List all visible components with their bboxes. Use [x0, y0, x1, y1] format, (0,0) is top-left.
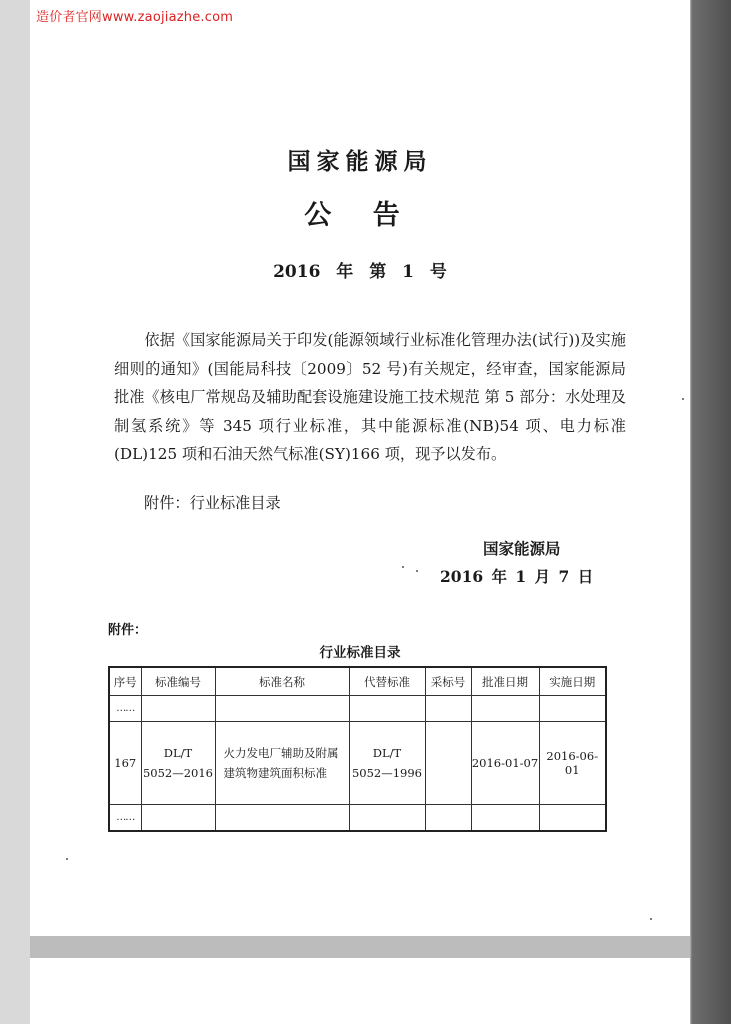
attachment-reference: 附件：行业标准目录	[144, 494, 281, 512]
table-header-row	[109, 667, 606, 696]
table-title: 行业标准目录	[319, 645, 401, 661]
cell-replace	[349, 722, 425, 805]
header-approve-date: 批准日期	[471, 667, 539, 696]
table-row-ellipsis	[109, 696, 606, 722]
document-page-next	[30, 958, 690, 1024]
scan-speck	[682, 398, 684, 400]
cell-seq: 167	[109, 722, 141, 805]
standards-table	[108, 666, 607, 832]
header-effective-date: 实施日期	[539, 667, 606, 696]
scan-speck	[650, 918, 652, 920]
announcement-number: 2016 年 第 1 号	[273, 262, 447, 282]
issuing-org-title: 国家能源局	[287, 149, 433, 175]
cell-effective-date: 2016-06-01	[539, 722, 606, 805]
scan-speck	[402, 566, 404, 568]
body-paragraph: 依据《国家能源局关于印发(能源领域行业标准化管理办法(试行))及实施细则的通知》(国能局科技〔2009〕52 号)有关规定，经审查，国家能源局批准《核电厂常规岛及辅助配套设施建设施工技术规范 第 5 部分：水处理及制氢系统》等 345 项行业标准，其中能源标准(NB)54 项、电力标准(DL)125 项和石油天然气标准(SY)166 项，现予以发布。	[114, 331, 626, 464]
cell-name: 火力发电厂辅助及附属建筑物建筑面积标准	[215, 722, 349, 805]
table-row-ellipsis	[109, 805, 606, 832]
replace-line-1: DL/T	[372, 746, 402, 760]
header-replace: 代替标准	[349, 667, 425, 696]
header-seq: 序号	[109, 667, 141, 696]
announcement-body	[114, 326, 626, 469]
cell-approve-date: 2016-01-07	[471, 722, 539, 805]
code-line-1: DL/T	[163, 746, 193, 760]
header-adopt: 采标号	[425, 667, 471, 696]
scan-speck	[66, 858, 68, 860]
ellipsis-cell: ……	[109, 696, 141, 722]
cell-adopt	[425, 722, 471, 805]
announcement-title: 公 告	[304, 200, 416, 231]
attachment-label: 附件：	[108, 623, 148, 638]
ellipsis-cell: ……	[109, 805, 141, 832]
watermark-text: 造价者官网www.zaojiazhe.com	[36, 10, 234, 25]
replace-line-2: 5052—1996	[351, 766, 423, 780]
signature-org: 国家能源局	[483, 540, 561, 558]
cell-code	[141, 722, 215, 805]
table-row	[109, 722, 606, 805]
code-line-2: 5052—2016	[142, 766, 214, 780]
signature-date: 2016 年 1 月 7 日	[440, 567, 594, 586]
header-name: 标准名称	[215, 667, 349, 696]
scan-speck	[416, 570, 418, 572]
document-page	[30, 0, 690, 936]
header-code: 标准编号	[141, 667, 215, 696]
